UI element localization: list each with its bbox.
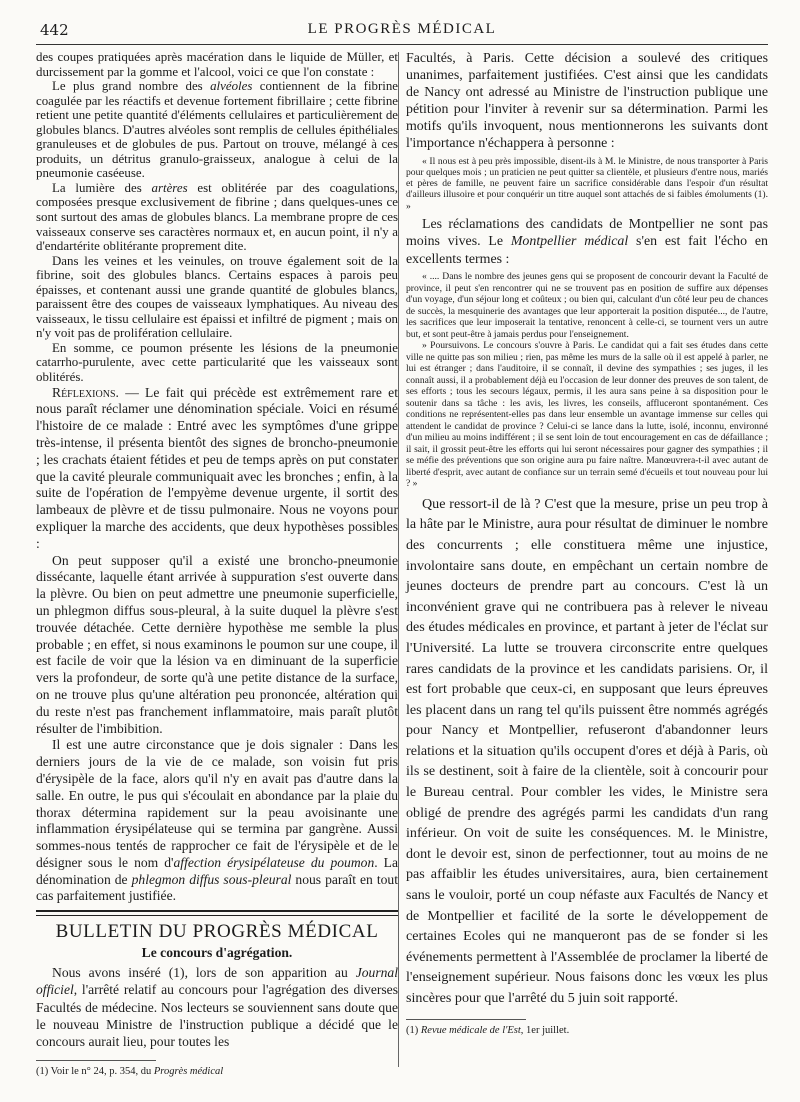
footnote-rule [36, 1060, 156, 1061]
column-divider [398, 52, 399, 1067]
paragraph: des coupes pratiquées après macération dans le liquide de Müller, et durcissement par la gomme et l'alcool, voici ce que l'on constate : [36, 50, 398, 79]
paragraph: En somme, ce poumon présente les lésions de la pneumonie catarrho-purulente, avec cette particularité que les vaisseaux sont oblitérés. [36, 340, 398, 385]
paragraph: La lumière des artères est oblitérée par des coagulations, composées presque exclusivement de fibrine ; dans quelques-unes ce sont surtout des amas de globules blancs. La membrane propre de ces vaisseaux conserve ses caractères normaux et, en aucun point, il n'y a d'endartérite oblitérante proprement dite. [36, 180, 398, 254]
right-column [406, 50, 768, 1037]
left-bottom-block [36, 964, 398, 1050]
paragraph: Facultés, à Paris. Cette décision a soulevé des critiques unanimes, parfaitement justifiées. C'est ainsi que les candidats de Nancy ont adressé au Ministre de l'instruction publique une pétition pour l'inviter à revenir sur sa détermination. Parmi les motifs qu'ils invoquent, nous mentionnerons les suivants dont l'importance n'échappera à personne : [406, 51, 768, 152]
page-header [36, 18, 768, 45]
left-middle-block [36, 385, 398, 906]
paragraph: Réflexions. — Le fait qui précède est extrêmement rare et nous paraît réclamer une dénomination spéciale. Voici en résumé l'histoire de ce malade : Entré avec les symptômes d'une grippe très-intense, il présenta bientôt des signes de broncho-pneumonie ; les crachats étaient fétides et peu de temps après on put constater que la cavité pleurale communiquait avec les bronches ; enfin, à la suite de l'opération de l'empyème devenue urgente, il sortit des lambeaux de plèvre et de tissu pulmonaire. Nous ne voyons pour expliquer la marche des accidents, que deux hypothèses possibles : [36, 384, 398, 551]
left-top-block [36, 50, 398, 385]
page-number: 442 [40, 21, 69, 39]
bulletin-title: BULLETIN DU PROGRÈS MÉDICAL [55, 921, 379, 943]
paragraph: Il est une autre circonstance que je dois signaler : Dans les derniers jours de la vie de ce malade, son voisin fut pris d'érysipèle de la face, alors qu'il n'y en avait pas d'autre dans la salle. En outre, le pus qui s'écoulait en abondance par la plaie du thorax détermina rapidement sur la peau avoisinante une inflammation érysipélateuse qui se termina par gangrène. Aussi sommes-nous tentés de rapprocher ce fait de l'érysipèle et de le désigner sous le nom d'affection érysipélateuse du poumon. La dénomination de phlegmon diffus sous-pleural nous paraît en tout cas parfaitement justifiée. [36, 737, 398, 904]
section-title: Le concours d'agrégation. [141, 945, 293, 961]
footnote: (1) Revue médicale de l'Est, 1er juillet. [406, 1024, 570, 1036]
paragraph: Dans les veines et les veinules, on trouve également soit de la fibrine, soit des globules blancs. Certains espaces à parois peu épaisses, et contenant aussi une grande quantité de globules blancs, paraissent être des coupes de vaisseaux lymphatiques. Au niveau des vaisseaux, le tissu cellulaire est épaissi et infiltré de pigment ; mais on n'y voit pas de prolifération cellulaire. [36, 253, 398, 341]
journal-title: LE PROGRÈS MÉDICAL [307, 21, 497, 37]
section-rule [36, 910, 398, 916]
left-column [36, 50, 398, 1078]
quotation: « Il nous est à peu près impossible, disent-ils à M. le Ministre, de nous transporter à Paris pour quelques mois ; un praticien ne peut quitter sa clientèle, et plusieurs d'entre nous, mariés et pères de famille, ne peuvent faire un sacrifice considérable dans l'espoir d'un résultat d'ailleurs illusoire et pour conquérir un titre auquel sont attachés de si faibles émoluments (1). » [406, 155, 768, 212]
paragraph: Le plus grand nombre des alvéoles contiennent de la fibrine coagulée par les réactifs et devenue fortement fibrillaire ; cette fibrine retient une petite quantité d'éléments cellulaires et particulièrement de globules blancs. D'autres alvéoles sont remplis de cellules épithéliales granuleuses et de globules de pus. Partout on trouve, mélangé à ces produits, un détritus granulo-graisseux, analogue à celui de la pneumonie caséeuse. [36, 79, 399, 181]
section-label: Réflexions. [52, 384, 119, 400]
footnote-rule [406, 1019, 526, 1020]
paragraph: On peut supposer qu'il a existé une broncho-pneumonie dissécante, laquelle étant arrivée à suppuration s'est ouverte dans la plèvre. Ou bien on peut admettre une pneumonie superficielle, un phlegmon diffus sous-pleural, à la suite duquel la plèvre s'est trouvée détachée. Cette dernière hypothèse me semble la plus probable ; en effet, si nous examinons le poumon sur une coupe, il est facile de voir que la lésion va en diminuant de la superficie vers la profondeur, de sorte qu'à une petite distance de la surface, on ne trouve plus qu'une altération peu prononcée, altération qui du reste n'est pas franchement inflammatoire, mais paraît plutôt résulter de l'imbibition. [36, 552, 398, 736]
paragraph: Nous avons inséré (1), lors de son apparition au Journal officiel, l'arrêté relatif au concours pour l'agrégation des diverses Facultés de médecine. Nos lecteurs se souviennent sans doute que le nouveau Ministre de l'instruction publique a décidé que le concours aurait lieu, pour toutes les [36, 965, 398, 1050]
paragraph: Les réclamations des candidats de Montpellier ne sont pas moins vives. Le Montpellier médical s'en est fait l'écho en excellents termes : [406, 217, 768, 267]
footnote: (1) Voir le n° 24, p. 354, du Progrès médical [36, 1066, 224, 1078]
quotation: « .... Dans le nombre des jeunes gens qui se proposent de concourir devant la Faculté de province, il peut s'en rencontrer qui ne se trouvent pas en position de suffire aux dépenses d'un voyage, d'un séjour long et coûteux ; ou bien qui, calculant d'un côté leur peu de chances de succès, la mesquinerie des avantages que leur apporterait la position disputée..., de l'autre, les sacrifices que leur imposerait la tentative, renoncent à celle-ci, se tournent vers un autre but, et sont peut-être à jamais perdus pour l'enseignement. » Poursuivons. Le concours s'ouvre à Paris. Le candidat qui a fait ses études dans cette ville ne quitte pas son milieu ; rien, pas même les murs de la salle où il est appelé à parler, ne lui est étranger ; dans l'auditoire, il se connaît, il devine des sympathies ; ses juges, il les connaît aussi, il a probablement déjà eu l'occasion de leur donner des preuves de son talent, de ses efforts ; tous les secours légaux, permis, il les aura sans peine à sa disposition pour le soutenir dans sa tâche : les avis, les livres, les conseils, affluceront spontanément. Ces conditions ne représentent-elles pas dans leur ensemble un avantage immense sur celles qui attendent le candidat de province ? Celui-ci se lance dans la lutte, isolé, inconnu, environné d'un milieu au moins indifférent ; il se sent loin de tout encouragement en cas de défaillance ; il sait, il grossit peut-être les efforts qui lui seront nécessaires pour gagner des sympathies ; il se méfie des préventions que son origine aura pu faire naître. Manœuvrera-t-il avec autant de liberté d'esprit, avec autant de confiance sur un terrain semé d'écueils et tout nouveau pour lui ? » [406, 271, 768, 490]
paragraph: Que ressort-il de là ? C'est que la mesure, prise un peu trop à la hâte par le Ministre, aura pour résultat de diminuer le nombre des concurrents ; elle constituera même une injustice, involontaire sans doute, en empêchant un certain nombre de jeunes docteurs de prendre part au concours. C'est là un inconvénient grave qui ne contribuera pas à relever le niveau des études médicales en province, et partant à jeter de l'éclat sur l'Université. La lutte se trouvera circonscrite entre quelques rares candidats de la province et les candidats parisiens. Or, il est fort probable que ceux-ci, en supposant que leurs épreuves les placent dans un rang tel qu'ils puissent être nommés agrégés pour Nancy et Montpellier, refuseront d'abandonner leurs relations et la situation qu'ils occupent d'ores et déjà à Paris, où ils se destinent, soit à faire de la clientèle, soit à concourir pour le Bureau central. Pour combler les vides, le Ministre sera obligé de prendre des agrégés parmi les candidats d'un rang inférieur. On voit de suite les conséquences. M. le Ministre, dont le devoir est, sinon de perfectionner, tout au moins de ne pas affaiblir les études universitaires, aura, bien certainement sans le vouloir, porté un coup néfaste aux Facultés de Nancy et de Montpellier et facilité de la sorte le développement de certaines Ecoles qui ne manqueront pas de se fonder si les événements permettent à l'Assemblée de proclamer la liberté de l'enseignement supérieur. Nous faisons donc les vœux les plus sincères pour que l'arrêté du 5 juin soit rapporté. [406, 495, 768, 1007]
